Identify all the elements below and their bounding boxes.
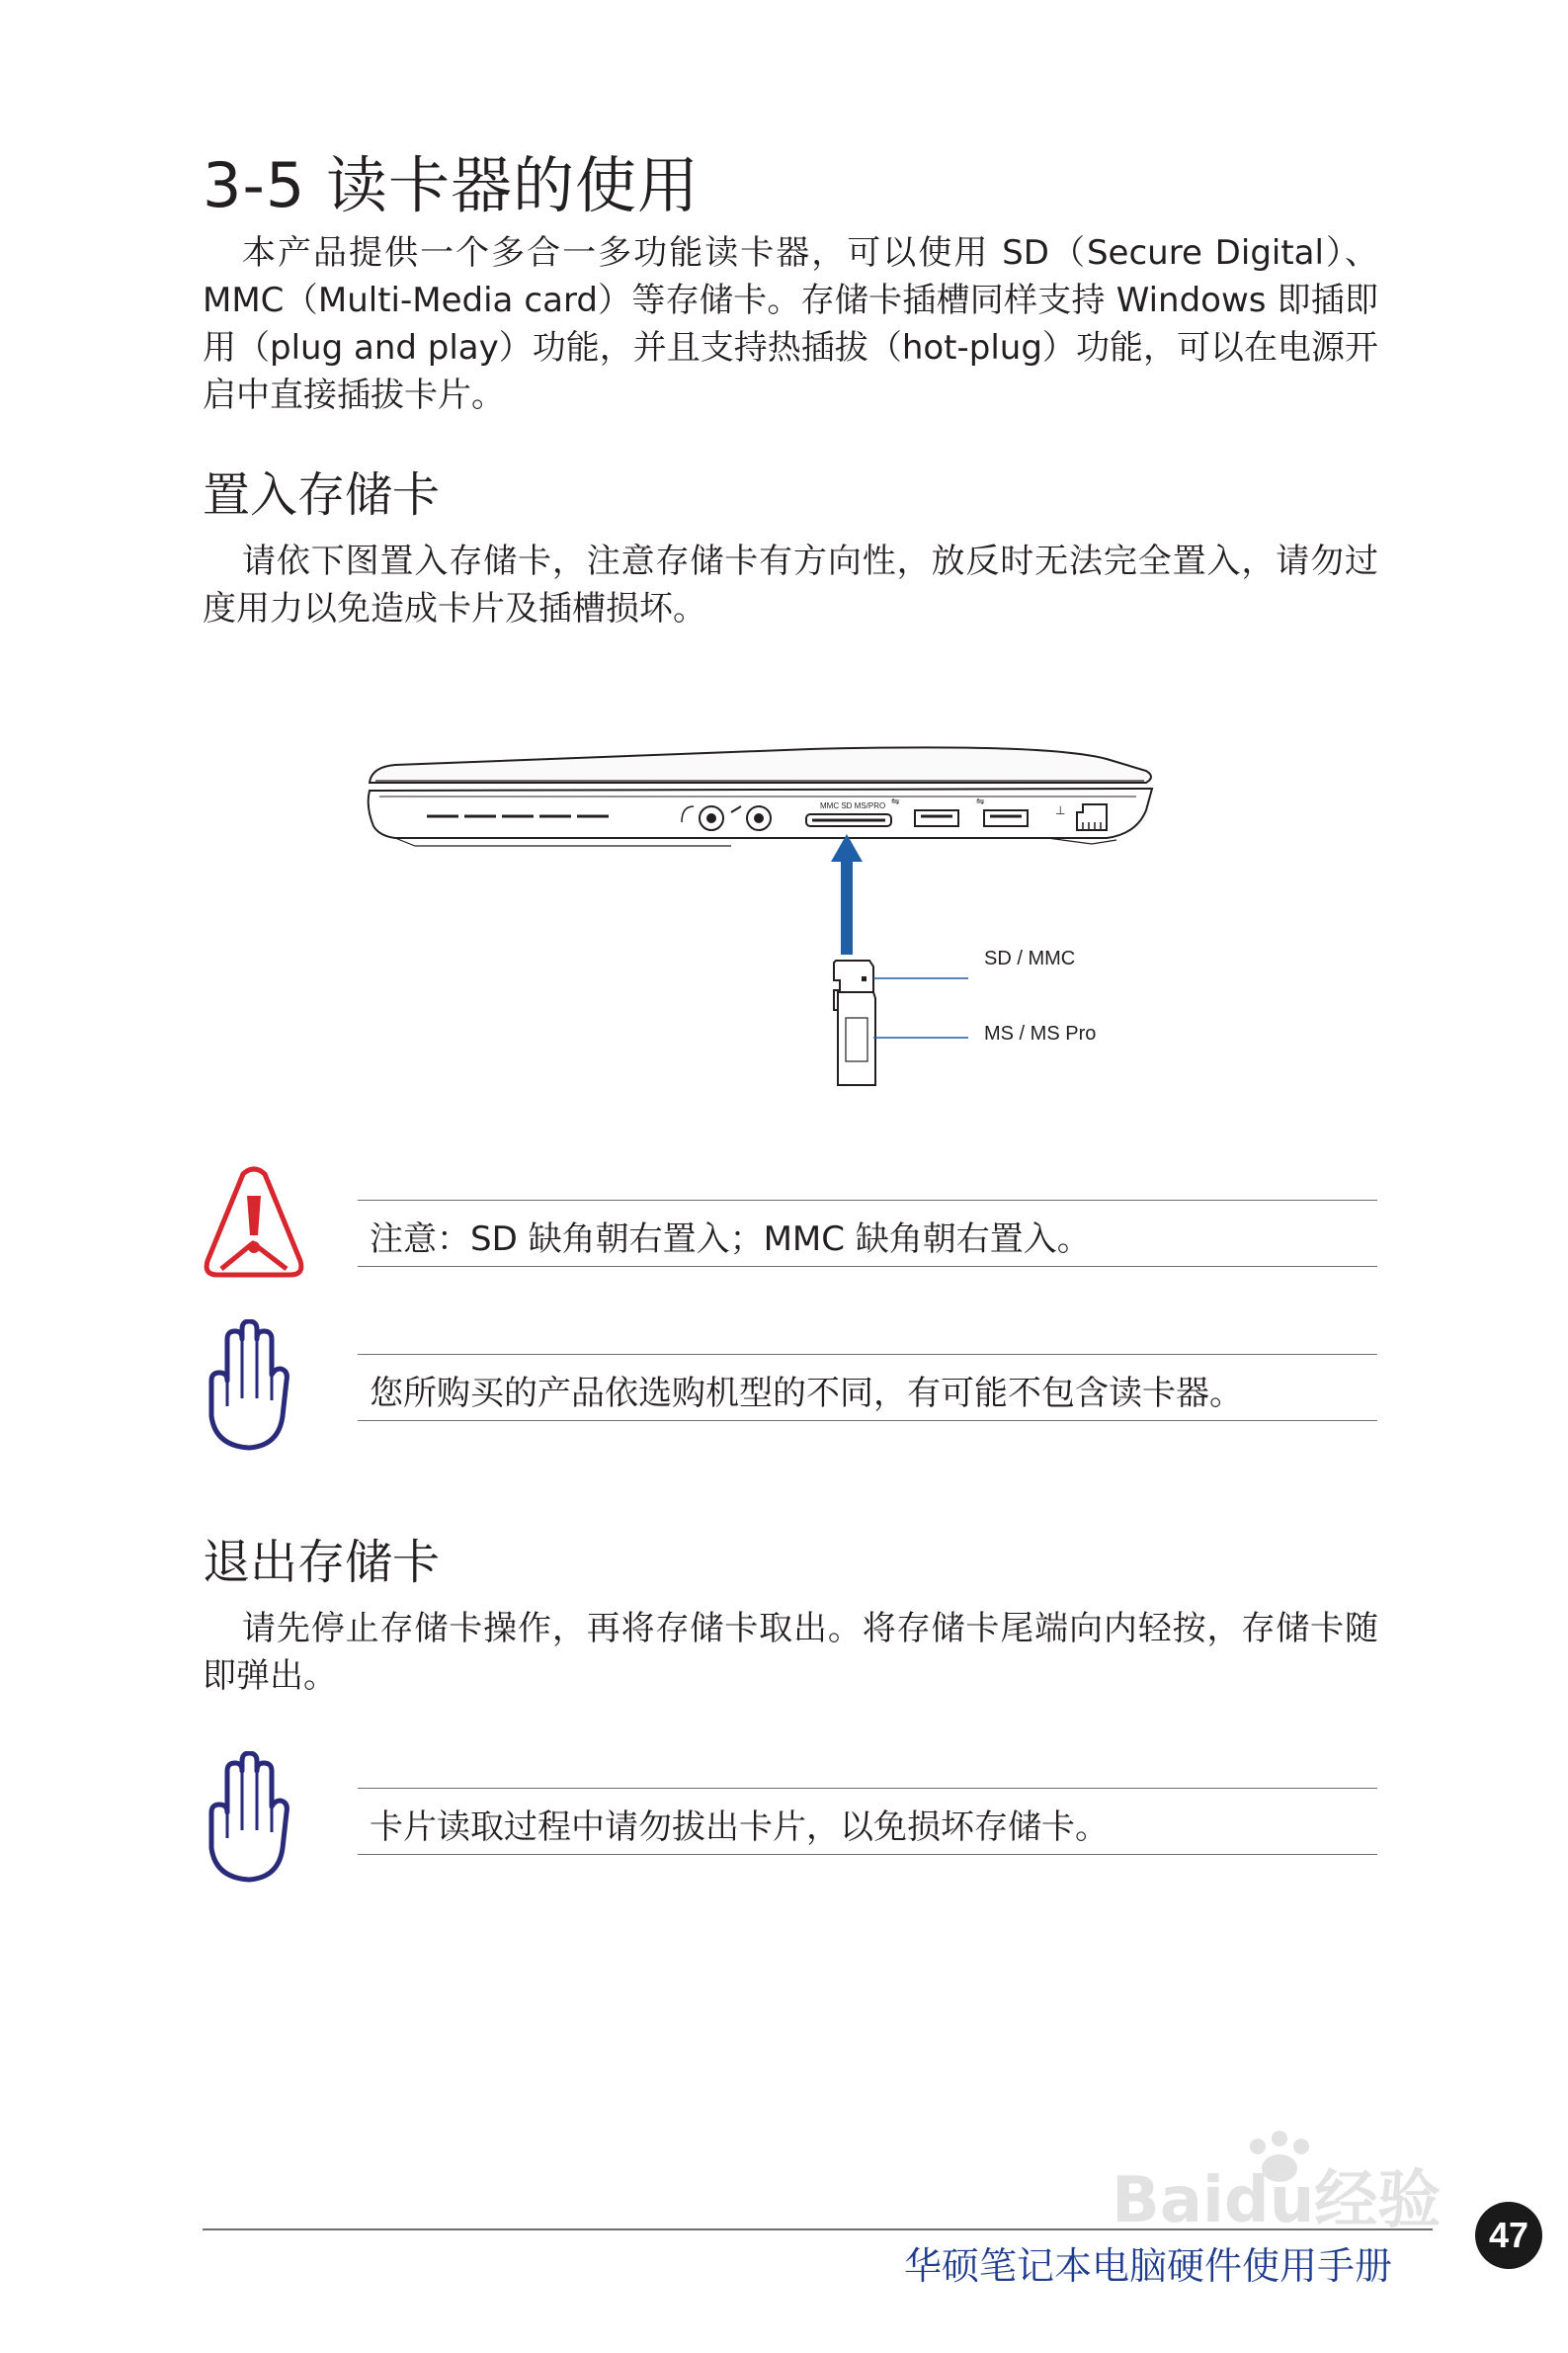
insert-heading: 置入存储卡 xyxy=(203,467,441,523)
ms-card xyxy=(838,992,968,1085)
tip-rule-bottom xyxy=(358,1420,1377,1421)
label-sd-mmc: SD / MMC xyxy=(984,948,1076,969)
watermark-text: Baidu经验 xyxy=(1112,2164,1442,2233)
eject-rule-top xyxy=(358,1788,1377,1789)
footer-rule xyxy=(203,2228,1433,2230)
eject-note: 卡片读取过程中请勿拔出卡片，以免损坏存储卡。 xyxy=(370,1807,1109,1847)
eject-paragraph xyxy=(203,1605,1378,1700)
arrow-up-icon xyxy=(831,834,863,955)
tip-rule-top xyxy=(358,1354,1377,1355)
manual-title: 华硕笔记本电脑硬件使用手册 xyxy=(904,2244,1393,2288)
warning-rule-top xyxy=(358,1200,1377,1201)
page-title: 3-5 读卡器的使用 xyxy=(203,149,700,221)
card-reader-figure xyxy=(356,731,1225,1107)
intro-paragraph xyxy=(203,229,1378,419)
warning-note: 注意：SD 缺角朝右置入；MMC 缺角朝右置入。 xyxy=(370,1219,1091,1259)
hand-stop-icon xyxy=(202,1751,292,1890)
page-number: 47 xyxy=(1475,2202,1542,2269)
eject-heading: 退出存储卡 xyxy=(203,1535,441,1590)
warning-icon xyxy=(202,1166,306,1289)
svg-text:⇋: ⇋ xyxy=(891,797,900,807)
baidu-watermark xyxy=(1112,2125,1467,2237)
intro-text: 本产品提供一个多合一多功能读卡器，可以使用 SD（Secure Digital）、MMC（Multi-Media card）等存储卡。存储卡插槽同样支持 Windows 即插即用（plug and play）功能，并且支持热插拔（hot-plug）功能，可以在电源开启中直接插拔卡片。 xyxy=(203,233,1378,415)
insert-text: 请依下图置入存储卡，注意存储卡有方向性，放反时无法完全置入，请勿过度用力以免造成卡片及插槽损坏。 xyxy=(203,542,1378,629)
insert-paragraph xyxy=(203,538,1378,632)
laptop-side-illustration xyxy=(356,731,1225,1107)
eject-text: 请先停止存储卡操作，再将存储卡取出。将存储卡尾端向内轻按，存储卡随即弹出。 xyxy=(203,1609,1378,1696)
warning-rule-bottom xyxy=(358,1266,1377,1267)
label-ms-pro: MS / MS Pro xyxy=(984,1023,1097,1045)
svg-text:⇋: ⇋ xyxy=(976,797,985,807)
hand-stop-icon xyxy=(202,1319,292,1458)
tip-note: 您所购买的产品依选购机型的不同，有可能不包含读卡器。 xyxy=(370,1374,1243,1413)
svg-text:⊥: ⊥ xyxy=(1055,803,1066,817)
eject-rule-bottom xyxy=(358,1854,1377,1855)
slot-label: MMC SD MS/PRO xyxy=(820,801,886,810)
